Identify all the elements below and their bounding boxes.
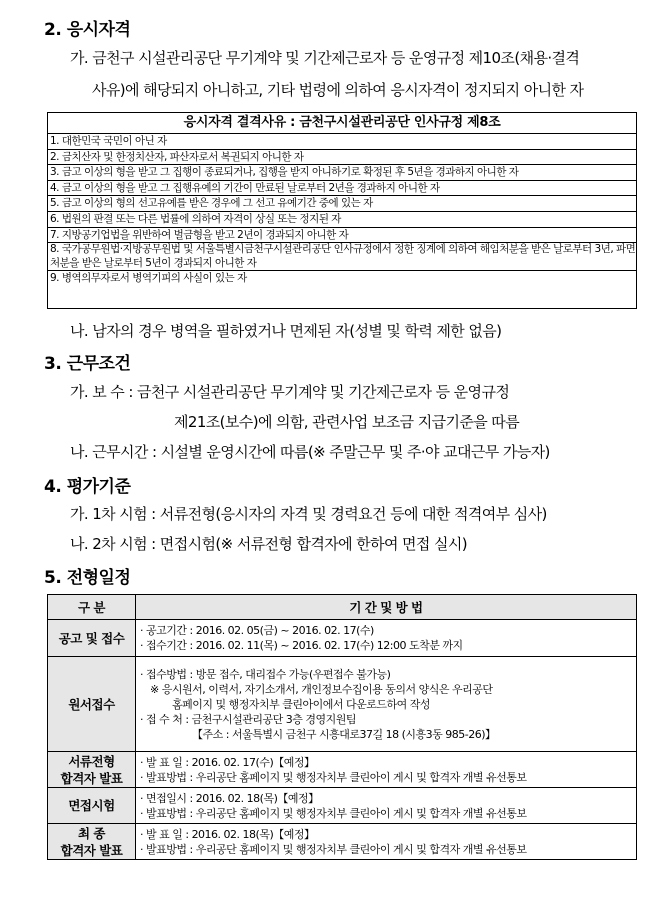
- row-category: [48, 824, 136, 860]
- detail-line: · 공고기간 : 2016. 02. 05(금) ~ 2016. 02. 17(수): [140, 624, 374, 637]
- detail-line: · 접수방법 : 방문 접수, 대리접수 가능(우편접수 불가능): [140, 667, 391, 681]
- category-text: 공고 및 접수: [58, 630, 125, 646]
- row-category: [48, 788, 136, 824]
- detail-line: · 발표방법 : 우리공단 홈페이지 및 행정자치부 클린아이 게시 및 합격자 개별 유선통보: [140, 842, 527, 856]
- detail-line: · 면접일시 : 2016. 02. 18(목)【예정】: [140, 791, 319, 805]
- detail-line: · 접 수 처 : 금천구시설관리공단 3층 경영지원팀: [140, 712, 356, 726]
- section-heading-evaluation: 4. 평가기준: [44, 477, 131, 497]
- row-details: [136, 752, 637, 788]
- table-row: [48, 620, 637, 657]
- row-category: [48, 620, 136, 657]
- disqualification-item: 9. 병역의무자로서 병역기피의 사실이 있는 자: [50, 272, 247, 285]
- pay-label: 가. 보 수 :: [70, 383, 137, 401]
- schedule-table: [47, 594, 637, 860]
- schedule-table-header: [48, 595, 637, 620]
- category-text: 합격자 발표: [60, 770, 123, 786]
- row-details: [136, 788, 637, 824]
- disqualification-item: 8. 국가공무원법·지방공무원법 및 서울특별시금천구시설관리공단 인사규정에서 정한 징계에 의하여 해임처분을 받은 날로부터 3년, 파면처분을 받은 날로부터 5년이 경과되지 아니한 자: [48, 243, 636, 271]
- detail-line: 홈페이지 및 행정자치부 클린아이에서 다운로드하여 작성: [172, 697, 431, 711]
- header-details: 기 간 및 방 법: [136, 595, 637, 620]
- table-row: [48, 752, 637, 788]
- disqualification-item: 3. 금고 이상의 형을 받고 그 집행이 종료되거나, 집행을 받지 아니하기로 확정된 후 5년을 경과하지 아니한 자: [48, 165, 636, 181]
- row-category: [48, 752, 136, 788]
- work-conditions-na-line: 나. 근무시간 : 시설별 운영시간에 따름(※ 주말근무 및 주·야 교대근무 가능자): [70, 443, 550, 461]
- detail-line: · 발표방법 : 우리공단 홈페이지 및 행정자치부 클린아이 게시 및 합격자 개별 유선통보: [140, 806, 527, 820]
- pay-text-line1: 금천구 시설관리공단 무기계약 및 기간제근로자 등 운영규정: [136, 383, 510, 401]
- eligibility-ga-line2: 사유)에 해당되지 아니하고, 기타 법령에 의하여 응시자격이 정지되지 아니한 자: [92, 81, 584, 99]
- detail-line: ※ 응시원서, 이력서, 자기소개서, 개인정보수집이용 동의서 양식은 우리공단: [150, 682, 493, 696]
- disqualification-item: 5. 금고 이상의 형의 선고유예를 받은 경우에 그 선고 유예기간 중에 있는 자: [48, 196, 636, 212]
- detail-line: · 발표방법 : 우리공단 홈페이지 및 행정자치부 클린아이 게시 및 합격자 개별 유선통보: [140, 770, 527, 784]
- disqualification-item: 6. 법원의 판결 또는 다른 법률에 의하여 자격이 상실 또는 정지된 자: [48, 212, 636, 228]
- category-text: 서류전형: [68, 753, 115, 769]
- row-details: [136, 620, 637, 657]
- row-details: [136, 657, 637, 752]
- row-details: [136, 824, 637, 860]
- category-text: 원서접수: [68, 696, 115, 712]
- header-category: 구 분: [48, 595, 136, 620]
- row-category: [48, 657, 136, 752]
- disqualification-item: 2. 금치산자 및 한정치산자, 파산자로서 복권되지 아니한 자: [48, 150, 636, 166]
- disqualification-item: 4. 금고 이상의 형을 받고 그 집행유예의 기간이 만료된 날로부터 2년을 경과하지 아니한 자: [48, 181, 636, 197]
- table-row: [48, 657, 637, 752]
- detail-line: 【주소 : 서울특별시 금천구 시흥대로37길 18 (시흥3동 985-26)】: [192, 727, 496, 741]
- detail-line: · 접수기간 : 2016. 02. 11(목) ~ 2016. 02. 17(수) 12:00 도착분 까지: [140, 639, 463, 652]
- detail-line: · 발 표 일 : 2016. 02. 17(수)【예정】: [140, 755, 315, 769]
- table-row: [48, 824, 637, 860]
- section-heading-work-conditions: 3. 근무조건: [44, 354, 131, 374]
- disqualification-item: 1. 대한민국 국민이 아닌 자: [48, 134, 636, 150]
- table-row: [48, 788, 637, 824]
- section-heading-schedule: 5. 전형일정: [44, 568, 131, 588]
- work-conditions-ga-line2: 제21조(보수)에 의함, 관련사업 보조금 지급기준을 따름: [174, 413, 520, 431]
- evaluation-ga-line: 가. 1차 시험 : 서류전형(응시자의 자격 및 경력요건 등에 대한 적격여부 심사): [70, 505, 547, 523]
- category-text: 면접시험: [68, 798, 115, 813]
- category-text: 합격자 발표: [60, 842, 123, 858]
- category-text: 최 종: [77, 825, 105, 841]
- disqualification-box: [47, 112, 637, 309]
- section-heading-eligibility: 2. 응시자격: [44, 20, 131, 40]
- detail-line: · 발 표 일 : 2016. 02. 18(목)【예정】: [140, 827, 315, 841]
- evaluation-na-line: 나. 2차 시험 : 면접시험(※ 서류전형 합격자에 한하여 면접 실시): [70, 535, 468, 553]
- eligibility-ga-line1: 가. 금천구 시설관리공단 무기계약 및 기간제근로자 등 운영규정 제10조(채용·결격: [70, 49, 580, 67]
- disqualification-item: 7. 지방공기업법을 위반하여 벌금형을 받고 2년이 경과되지 아니한 자: [48, 228, 636, 244]
- disqualification-title: 응시자격 결격사유 : 금천구시설관리공단 인사규정 제8조: [48, 113, 636, 134]
- eligibility-na-line: 나. 남자의 경우 병역을 필하였거나 면제된 자(성별 및 학력 제한 없음): [70, 322, 502, 340]
- work-conditions-ga-line1: [70, 381, 509, 402]
